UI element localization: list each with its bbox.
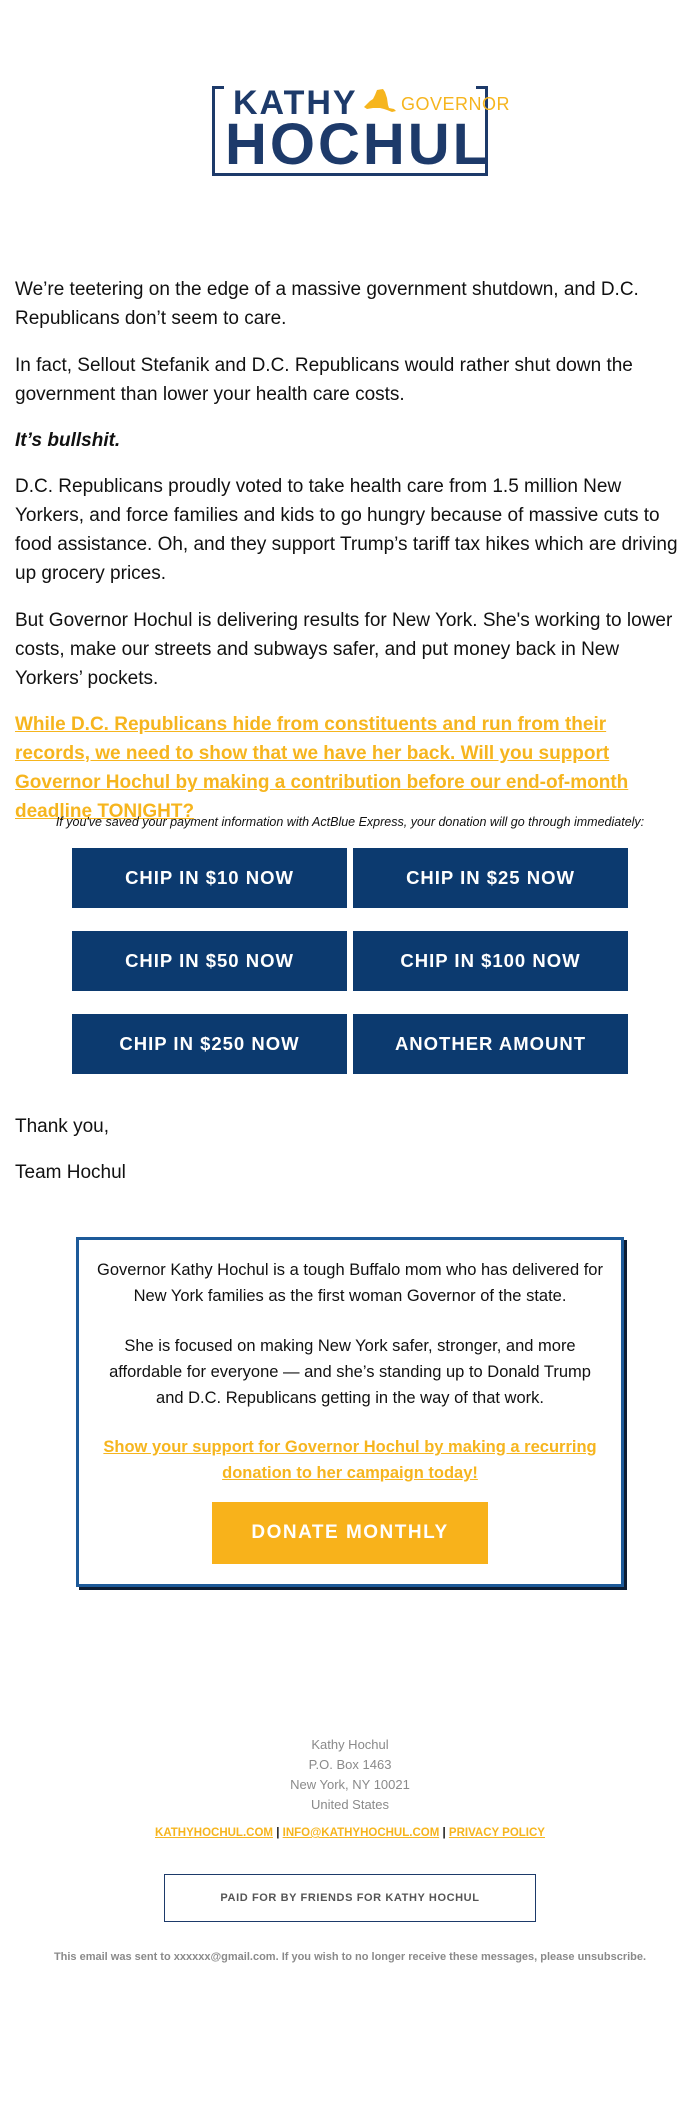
donate-monthly-button[interactable]: DONATE MONTHLY	[212, 1502, 488, 1564]
actblue-express-note: If you've saved your payment information with ActBlue Express, your donation will go through immediately:	[55, 815, 645, 829]
footer-name: Kathy Hochul	[311, 1737, 389, 1752]
chip-in-25-button[interactable]: CHIP IN $25 NOW	[353, 848, 628, 908]
footer-country: United States	[310, 1797, 390, 1812]
campaign-logo	[212, 84, 511, 177]
footer-links	[0, 1827, 700, 1839]
footer-link-email[interactable]: INFO@KATHYHOCHUL.COM	[282, 1827, 440, 1839]
bio-box	[76, 1237, 624, 1587]
bio-paragraph-1: Governor Kathy Hochul is a tough Buffalo mom who has delivered for New York families as the first woman Governor of the state.	[97, 1261, 603, 1305]
footer-city: New York, NY 10021	[290, 1777, 410, 1792]
bio-paragraph-2: She is focused on making New York safer, stronger, and more affordable for everyone — and she’s standing up to Donald Trump and D.C. Republicans getting in the way of that work.	[109, 1337, 591, 1407]
body-paragraph-emphasis: It’s bullshit.	[15, 430, 121, 451]
another-amount-button[interactable]: ANOTHER AMOUNT	[353, 1014, 628, 1074]
logo-frame-corner-left	[212, 86, 224, 89]
donation-cta-link[interactable]: While D.C. Republicans hide from constituents and run from their records, we need to show that we have her back. Will you support Governor Hochul by making a contribution before our end-of-month deadline TONIGHT?	[15, 714, 629, 822]
signoff-text: Thank you,	[15, 1116, 109, 1137]
body-paragraph-4: But Governor Hochul is delivering results for New York. She's working to lower costs, make our streets and subways safer, and put money back in New Yorkers’ pockets.	[15, 610, 673, 689]
logo-first-name: KATHY	[233, 84, 358, 122]
body-paragraph-3: D.C. Republicans proudly voted to take health care from 1.5 million New Yorkers, and force families and kids to go hungry because of massive cuts to food assistance. Oh, and they support Trump’s tariff tax hikes which are driving up grocery prices.	[15, 476, 678, 584]
body-paragraph-2: In fact, Sellout Stefanik and D.C. Republicans would rather shut down the government than lower your health care costs.	[15, 355, 633, 405]
recurring-donation-link[interactable]: Show your support for Governor Hochul by making a recurring donation to her campaign today!	[103, 1438, 597, 1482]
footer-link-separator: |	[442, 1827, 446, 1839]
logo-title: GOVERNOR	[401, 94, 511, 114]
unsubscribe-notice[interactable]: This email was sent to xxxxxx@gmail.com. If you wish to no longer receive these messages, please unsubscribe.	[53, 1951, 647, 1963]
paid-for-disclaimer: PAID FOR BY FRIENDS FOR KATHY HOCHUL	[164, 1874, 536, 1922]
body-paragraph-1: We’re teetering on the edge of a massive government shutdown, and D.C. Republicans don’t seem to care.	[15, 279, 639, 329]
signature-text: Team Hochul	[15, 1162, 126, 1183]
chip-in-50-button[interactable]: CHIP IN $50 NOW	[72, 931, 347, 991]
footer-link-separator: |	[276, 1827, 280, 1839]
footer-link-website[interactable]: KATHYHOCHUL.COM	[155, 1827, 273, 1839]
logo-frame-corner-right	[476, 86, 488, 89]
footer-link-privacy[interactable]: PRIVACY POLICY	[448, 1827, 545, 1839]
footer-po-box: P.O. Box 1463	[308, 1757, 392, 1772]
chip-in-250-button[interactable]: CHIP IN $250 NOW	[72, 1014, 347, 1074]
chip-in-100-button[interactable]: CHIP IN $100 NOW	[353, 931, 628, 991]
chip-in-10-button[interactable]: CHIP IN $10 NOW	[72, 848, 347, 908]
logo-last-name: HOCHUL	[225, 112, 492, 177]
